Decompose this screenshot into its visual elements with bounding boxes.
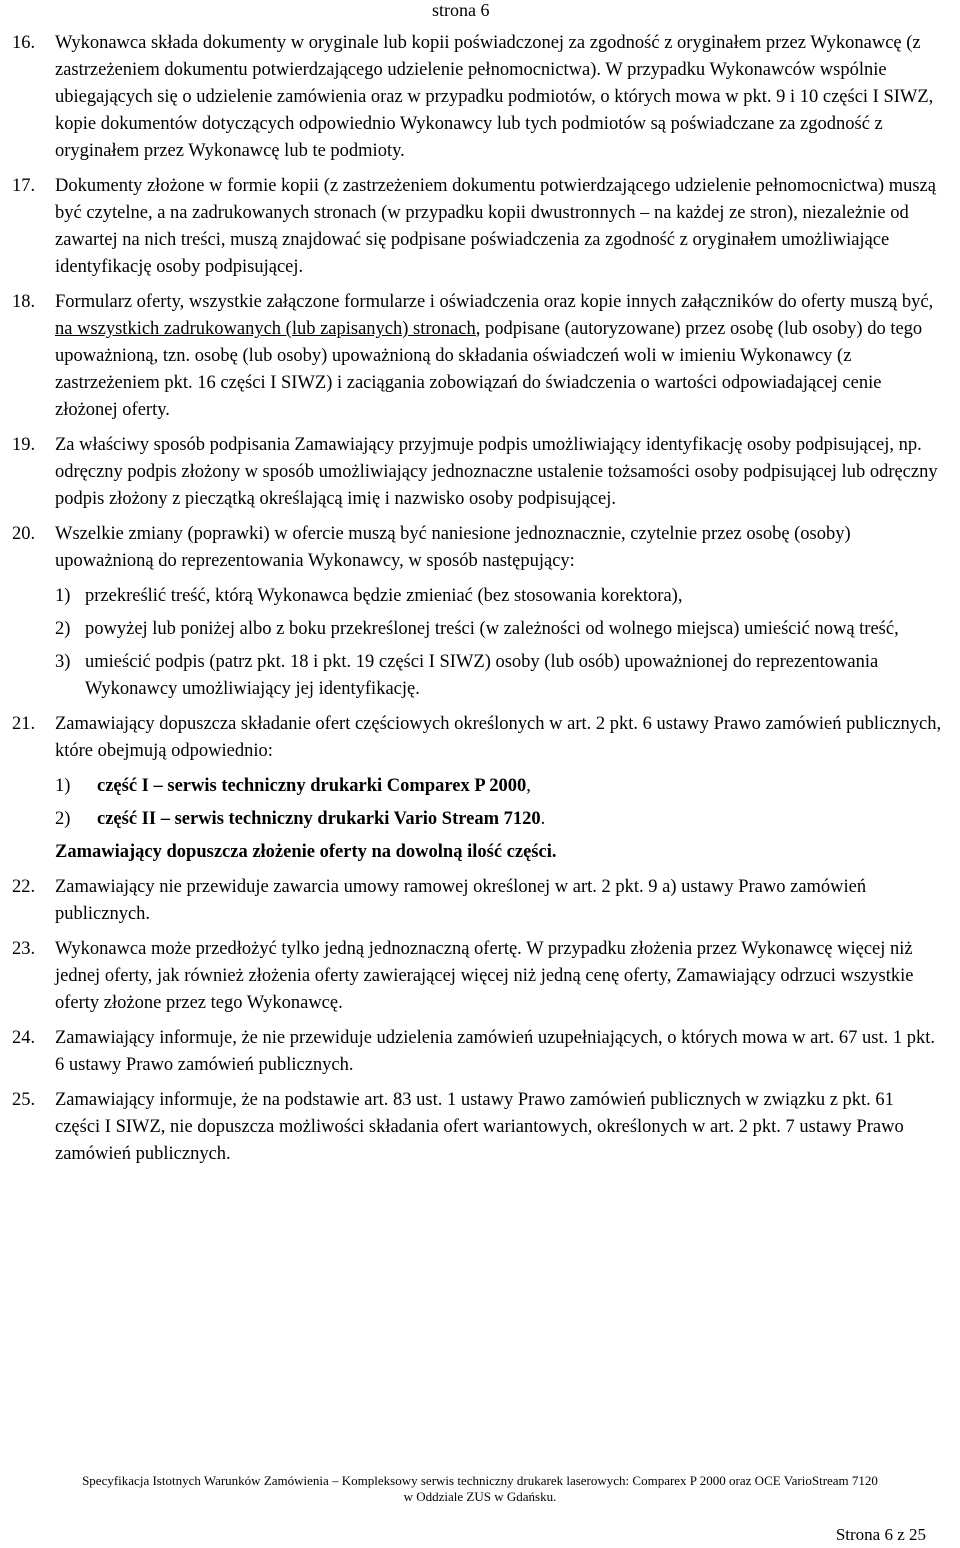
item-text: Zamawiający informuje, że na podstawie art. 83 ust. 1 ustawy Prawo zamówień publicznych w związku z pkt. 61 części I SIWZ, nie dopuszcza możliwości składania ofert wariantowych, określonych w art. 2 pkt. 7 ustawy Prawo zamówień publicznych. (55, 1090, 904, 1164)
item-text: Zamawiający informuje, że nie przewiduje udzielenia zamówień uzupełniających, o których mowa w art. 67 ust. 1 pkt. 6 ustawy Prawo zamówień publicznych. (55, 1028, 935, 1075)
item-number: 22. (12, 877, 36, 897)
list-item-16 (0, 30, 943, 165)
item-number: 20. (12, 524, 36, 544)
list-item-24 (0, 1025, 943, 1079)
sub-list-item (55, 649, 943, 703)
item-number: 19. (12, 435, 36, 455)
item-text: Zamawiający nie przewiduje zawarcia umowy ramowej określonej w art. 2 pkt. 9 a) ustawy Prawo zamówień publicznych. (55, 877, 867, 924)
list-item-22 (0, 874, 943, 928)
sub-list-item (55, 806, 943, 833)
item-number: 17. (12, 176, 36, 196)
underlined-text: na wszystkich zadrukowanych (lub zapisanych) stronach (55, 319, 476, 339)
sub-item-text: umieścić podpis (patrz pkt. 18 i pkt. 19 części I SIWZ) osoby (lub osób) upoważnionej do reprezentowania Wykonawcy umożliwiający jej identyfikację. (85, 652, 879, 699)
item-number: 16. (12, 33, 36, 53)
item-number: 23. (12, 939, 36, 959)
footer-line: Specyfikacja Istotnych Warunków Zamówienia – Kompleksowy serwis techniczny drukarek laserowych: Comparex P 2000 oraz OCE VarioStream 7120 (82, 1473, 878, 1488)
page-number: Strona 6 z 25 (835, 1525, 926, 1544)
sub-list-item (55, 583, 943, 610)
item-number: 25. (12, 1090, 36, 1110)
page-header-label: strona 6 (432, 0, 490, 20)
sub-item-number: 3) (55, 652, 71, 672)
sub-item-number: 2) (55, 809, 71, 829)
sub-list (55, 583, 943, 703)
list-item-21 (0, 711, 943, 866)
sub-item-punct: , (526, 776, 531, 796)
sub-item-punct: . (540, 809, 546, 829)
item-text: Dokumenty złożone w formie kopii (z zastrzeżeniem dokumentu potwierdzającego udzielenie pełnomocnictwa) muszą być czytelne, a na zadrukowanych stronach (w przypadku kopii dwustronnych – na każdej ze stron), niezależnie od zawartej na nich treści, muszą znajdować się podpisane poświadczenia za zgodność z oryginałem umożliwiające identyfikację osoby podpisującej. (55, 176, 936, 277)
document-footer (0, 1473, 960, 1505)
document-body (0, 30, 960, 1176)
item-text (55, 289, 943, 424)
item-note: Zamawiający dopuszcza złożenie oferty na dowolną ilość części. (55, 842, 557, 862)
item-text: Wykonawca składa dokumenty w oryginale lub kopii poświadczonej za zgodność z oryginałem przez Wykonawcę (z zastrzeżeniem dokumentu potwierdzającego udzielenie pełnomocnictwa). W przypadku Wykonawców wspólnie ubiegających się o udzielenie zamówienia oraz w przypadku podmiotów, o których mowa w pkt. 9 i 10 części I SIWZ, kopie dokumentów dotyczących odpowiednio Wykonawcy lub tych podmiotów są poświadczane za zgodność z oryginałem przez Wykonawcę lub te podmioty. (55, 33, 934, 161)
list-item-25 (0, 1087, 943, 1168)
item-number: 21. (12, 714, 36, 734)
list-item-23 (0, 936, 943, 1017)
sub-list-item (55, 616, 943, 643)
item-text-part: Formularz oferty, wszystkie załączone formularze i oświadczenia oraz kopie innych załączników do oferty muszą być, (55, 292, 934, 312)
list-item-20 (0, 521, 943, 703)
item-text: Wykonawca może przedłożyć tylko jedną jednoznaczną ofertę. W przypadku złożenia przez Wykonawcę więcej niż jednej oferty, jak również złożenia oferty zawierającej więcej niż jedną cenę oferty, Zamawiający odrzuci wszystkie oferty złożone przez tego Wykonawcę. (55, 939, 914, 1013)
list-item-17 (0, 173, 943, 281)
sub-item-number: 1) (55, 776, 71, 796)
sub-list (55, 773, 943, 833)
item-number: 24. (12, 1028, 36, 1048)
list-item-18 (0, 289, 943, 424)
item-text: Zamawiający dopuszcza składanie ofert częściowych określonych w art. 2 pkt. 6 ustawy Prawo zamówień publicznych, które obejmują odpowiednio: (55, 714, 942, 761)
sub-list-item (55, 773, 943, 800)
sub-item-text: przekreślić treść, którą Wykonawca będzie zmieniać (bez stosowania korektora), (85, 586, 683, 606)
list-item-19 (0, 432, 943, 513)
footer-line: w Oddziale ZUS w Gdańsku. (403, 1489, 557, 1504)
item-number: 18. (12, 292, 36, 312)
sub-item-number: 1) (55, 586, 71, 606)
sub-item-number: 2) (55, 619, 71, 639)
item-text: Wszelkie zmiany (poprawki) w ofercie muszą być naniesione jednoznacznie, czytelnie przez osobę (osoby) upoważnioną do reprezentowania Wykonawcy, w sposób następujący: (55, 524, 851, 571)
item-text: Za właściwy sposób podpisania Zamawiający przyjmuje podpis umożliwiający identyfikację osoby podpisującej, np. odręczny podpis złożony w sposób umożliwiający jednoznaczne ustalenie tożsamości osoby podpisującej lub odręczny podpis złożony z pieczątką określającą imię i nazwisko osoby podpisującej. (55, 435, 938, 509)
sub-item-text: powyżej lub poniżej albo z boku przekreślonej treści (w zależności od wolnego miejsca) umieścić nową treść, (85, 619, 899, 639)
sub-item-text: część II – serwis techniczny drukarki Vario Stream 7120 (97, 809, 541, 829)
sub-item-text: część I – serwis techniczny drukarki Comparex P 2000 (97, 776, 527, 796)
item-text-part: , podpisane (autoryzowane) przez osobę (lub osoby) do tego upoważnioną, tzn. osobę (lub osoby) upoważnioną do składania oświadczeń woli w imieniu Wykonawcy (z zastrzeżeniem pkt. 16 części I SIWZ) i zaciągania zobowiązań do świadczenia o wartości odpowiadającej cenie złożonej oferty. (55, 319, 923, 420)
